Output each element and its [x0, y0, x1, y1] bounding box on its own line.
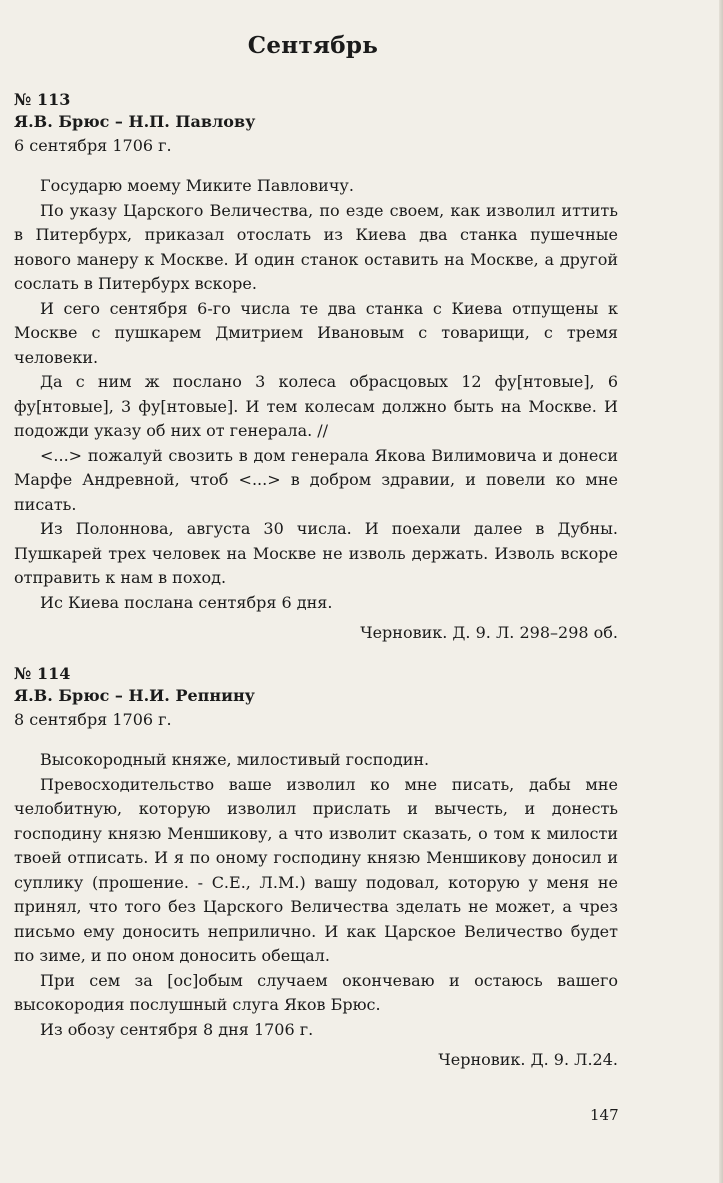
document-114	[14, 664, 618, 1073]
document-title: Я.В. Брюс – Н.П. Павлову	[14, 112, 256, 131]
page-edge-shadow	[719, 0, 723, 1183]
page-heading: Сентябрь	[247, 32, 379, 59]
document-date: 6 сентября 1706 г.	[14, 136, 172, 155]
document-body	[14, 748, 618, 1042]
paragraph: Превосходительство ваше изволил ко мне писать, дабы мне челобитную, которую изволил прислать и вычесть, и донесть господину князю Меншикову, а что изволит сказать, о том к милости твоей отписать. И я по оному господину князю Меншикову доносил и суплику (прошение. - С.Е., Л.М.) вашу подовал, которую у меня не принял, что того без Царского Величества зделать не может, а чрез письмо ему доносить неприлично. И как Царское Величество будет по зиме, и по оном доносить обещал.	[14, 774, 618, 965]
document-body	[14, 174, 618, 615]
paragraph: При сем за [ос]обым случаем окончеваю и остаюсь вашего высокородия послушный слуга Яков Брюс.	[14, 970, 618, 1014]
paragraph: И сего сентября 6-го числа те два станка с Киева отпущены к Москве с пушкарем Дмитрием Ивановым с товарищи, с тремя человеки.	[14, 298, 618, 367]
paragraph: Государю моему Миките Павловичу.	[40, 176, 354, 195]
paragraph: Высокородный княже, милостивый господин.	[40, 750, 430, 769]
document-title: Я.В. Брюс – Н.И. Репнину	[14, 686, 255, 705]
archive-source: Черновик. Д. 9. Л. 298–298 об.	[360, 623, 618, 642]
archive-source: Черновик. Д. 9. Л.24.	[438, 1050, 618, 1069]
paragraph: Да с ним ж послано 3 колеса обрасцовых 12 фу[нтовые], 6 фу[нтовые], 3 фу[нтовые]. И тем колесам должно быть на Москве. И подожди указу об них от генерала. //	[14, 372, 618, 440]
page-number: 147	[590, 1106, 619, 1124]
document-date: 8 сентября 1706 г.	[14, 710, 172, 729]
paragraph: Из обозу сентября 8 дня 1706 г.	[40, 1019, 314, 1039]
document-number: № 114	[14, 664, 71, 683]
paragraph: По указу Царского Величества, по езде своем, как изволил иттить в Питербурх, приказал отослать из Киева два станка пушечные нового манеру к Москве. И один станок оставить на Москве, а другой сослать в Питербурх вскоре.	[14, 200, 618, 293]
paragraph: <...> пожалуй свозить в дом генерала Якова Вилимовича и донеси Марфе Андревной, чтоб <...> в добром здравии, и повели ко мне писать.	[14, 445, 618, 514]
paragraph: Из Полоннова, августа 30 числа. И поехали далее в Дубны. Пушкарей трех человек на Москве не изволь держать. Изволь вскоре отправить к нам в поход.	[14, 519, 618, 587]
document-113	[14, 90, 618, 646]
paragraph: Ис Киева послана сентября 6 дня.	[40, 592, 333, 612]
document-number: № 113	[14, 90, 71, 109]
